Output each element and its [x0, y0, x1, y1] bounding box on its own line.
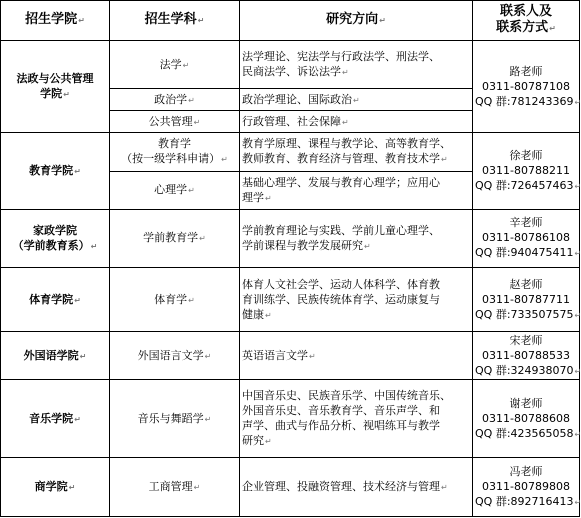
direction-cell	[240, 380, 473, 457]
contact-phone: 0311-80788211	[482, 164, 570, 177]
college-name-line: 法政与公共管理	[16, 72, 94, 86]
subject-name-line: 体育学↵	[154, 292, 195, 306]
direction-cell	[240, 267, 473, 331]
paragraph-mark-icon: ↵	[188, 295, 195, 305]
contact-name: 路老师	[509, 64, 543, 78]
contact-qq: QQ 群:892716413↵	[475, 494, 581, 508]
direction-line: 理学↵	[242, 190, 272, 204]
subject-cell	[110, 332, 240, 380]
table-row	[1, 267, 580, 331]
table-row	[1, 457, 580, 516]
direction-line: 法学理论、宪法学与行政法学、刑法学、	[242, 50, 440, 64]
subject-name-line: 音乐与舞蹈学↵	[137, 411, 212, 425]
college-cell	[1, 457, 110, 516]
header-contact: 联系人及 联系方式↵	[473, 1, 580, 41]
header-subject: 招生学科↵	[110, 1, 240, 41]
paragraph-mark-icon: ↵	[74, 167, 81, 176]
paragraph-mark-icon: ↵	[265, 193, 272, 203]
paragraph-mark-icon: ↵	[265, 310, 272, 320]
direction-line: 企业管理、投融资管理、技术经济与管理↵	[242, 479, 448, 493]
subject-name-line: （按一级学科申请）↵	[121, 152, 228, 166]
paragraph-mark-icon: ↵	[574, 310, 581, 320]
college-name-line: 体育学院↵	[29, 292, 81, 306]
direction-line: 中国音乐史、民族音乐学、中国传统音乐、	[242, 389, 451, 402]
direction-cell	[240, 89, 473, 111]
subject-cell	[110, 41, 240, 89]
paragraph-mark-icon: ↵	[63, 90, 70, 100]
direction-cell	[240, 209, 473, 267]
contact-qq: QQ 群:324938070↵	[475, 363, 581, 377]
subject-name-line: 工商管理↵	[148, 479, 201, 493]
college-cell	[1, 332, 110, 380]
paragraph-mark-icon: ↵	[68, 482, 76, 492]
subject-name-line: 法学↵	[159, 57, 190, 71]
direction-line: 学前课程与教学发展研究↵	[242, 238, 371, 252]
subject-cell	[110, 133, 240, 171]
college-name-line: 家政学院	[33, 223, 77, 237]
subject-cell	[110, 380, 240, 457]
college-cell	[1, 209, 110, 267]
subject-cell	[110, 171, 240, 209]
paragraph-mark-icon: ↵	[74, 295, 81, 305]
header-row	[1, 1, 580, 41]
subject-cell	[110, 267, 240, 331]
paragraph-mark-icon: ↵	[441, 482, 448, 492]
table-row	[1, 332, 580, 380]
direction-line: 民商法学、诉讼法学↵	[242, 65, 349, 79]
direction-cell	[240, 171, 473, 209]
contact-cell	[473, 133, 580, 209]
paragraph-mark-icon: ↵	[188, 95, 195, 105]
contact-phone: 0311-80787108	[482, 79, 570, 93]
contact-phone: 0311-80788608	[482, 411, 570, 425]
contact-phone: 0311-80786108	[482, 231, 570, 245]
subject-cell	[110, 209, 240, 267]
table-body	[1, 41, 580, 517]
paragraph-mark-icon: ↵	[188, 186, 195, 196]
paragraph-mark-icon: ↵	[364, 241, 371, 251]
contact-cell	[473, 267, 580, 331]
paragraph-mark-icon: ↵	[574, 366, 581, 376]
direction-cell	[240, 133, 473, 171]
paragraph-mark-icon: ↵	[574, 182, 581, 191]
direction-cell	[240, 457, 473, 516]
college-name-line: 外国语学院↵	[23, 348, 87, 362]
direction-line: 教育学原理、课程与教学论、高等教育学、	[242, 137, 451, 151]
direction-cell	[240, 332, 473, 380]
paragraph-mark-icon: ↵	[342, 68, 349, 78]
subject-name-line: 教育学	[158, 137, 191, 151]
direction-line: 健康↵	[242, 307, 272, 321]
contact-name: 赵老师	[509, 277, 543, 291]
contact-phone: 0311-80789808	[482, 479, 570, 493]
paragraph-mark-icon: ↵	[221, 155, 228, 165]
contact-phone: 0311-80788533	[482, 348, 570, 362]
table-row	[1, 133, 580, 171]
college-name-line: 商学院↵	[34, 479, 76, 493]
college-cell	[1, 267, 110, 331]
subject-cell	[110, 457, 240, 516]
direction-line: 外国音乐史、音乐教育学、音乐声学、和	[242, 404, 440, 417]
direction-cell	[240, 111, 473, 133]
subject-name-line: 心理学↵	[154, 183, 195, 197]
paragraph-mark-icon: ↵	[193, 117, 201, 127]
contact-cell	[473, 332, 580, 380]
paragraph-mark-icon: ↵	[441, 155, 448, 165]
contact-qq: QQ 群:781243369↵	[475, 94, 581, 108]
header-college: 招生学院↵	[1, 1, 110, 41]
college-name-line: 音乐学院↵	[29, 411, 81, 425]
paragraph-mark-icon: ↵	[79, 351, 87, 361]
paragraph-mark-icon: ↵	[309, 351, 316, 361]
contact-qq: QQ 群:733507575↵	[475, 307, 581, 321]
direction-line: 教师教育、教育经济与管理、教育技术学↵	[242, 152, 448, 166]
contact-cell	[473, 457, 580, 516]
direction-line: 体育人文社会学、运动人体科学、体育教	[242, 277, 440, 291]
contact-cell	[473, 380, 580, 457]
contact-phone: 0311-80787711	[482, 292, 570, 306]
subject-cell	[110, 111, 240, 133]
college-name-line: 教育学院↵	[29, 164, 81, 177]
paragraph-mark-icon: ↵	[204, 414, 212, 424]
college-cell	[1, 380, 110, 457]
subject-name-line: 公共管理↵	[148, 114, 201, 128]
direction-line: 英语语言文学↵	[242, 348, 316, 362]
subject-cell	[110, 89, 240, 111]
header-contact-line: 联系人及	[499, 4, 552, 19]
direction-cell	[240, 41, 473, 89]
contact-qq: QQ 群:423565058↵	[475, 426, 581, 440]
subject-name-line: 外国语言文学↵	[137, 348, 212, 362]
contact-cell	[473, 209, 580, 267]
college-name-line: 学院↵	[40, 87, 70, 101]
subject-name-line: 学前教育学↵	[143, 231, 206, 245]
subject-name-line: 政治学↵	[154, 92, 195, 106]
direction-line: 声学、曲式与作品分析、视唱练耳与教学	[242, 419, 440, 432]
direction-line: 学前教育理论与实践、学前儿童心理学、	[242, 223, 440, 237]
table-row	[1, 380, 580, 457]
paragraph-mark-icon: ↵	[204, 351, 212, 361]
table-row	[1, 41, 580, 89]
contact-name: 宋老师	[509, 333, 543, 347]
direction-line: 政治学理论、国际政治↵	[242, 92, 360, 106]
paragraph-mark-icon: ↵	[182, 60, 190, 70]
paragraph-mark-icon: ↵	[574, 249, 581, 259]
paragraph-mark-icon: ↵	[199, 234, 206, 244]
direction-line: 行政管理、社会保障↵	[242, 114, 349, 128]
contact-qq: QQ 群:726457463↵	[475, 179, 581, 192]
direction-line: 育训练学、民族传统体育学、运动康复与	[242, 292, 440, 306]
direction-line: 基础心理学、发展与教育心理学；应用心	[242, 175, 440, 189]
table-row	[1, 209, 580, 267]
contact-name: 谢老师	[509, 396, 543, 410]
header-direction: 研究方向↵	[240, 1, 473, 41]
header-contact-line: 联系方式	[496, 20, 549, 35]
contact-cell	[473, 41, 580, 133]
contact-name: 辛老师	[509, 216, 543, 230]
college-name-line: （学前教育系）↵	[12, 238, 98, 252]
paragraph-mark-icon: ↵	[574, 429, 581, 439]
paragraph-mark-icon: ↵	[574, 497, 581, 507]
paragraph-mark-icon: ↵	[74, 414, 81, 424]
direction-line: 研究↵	[242, 434, 272, 447]
college-cell	[1, 133, 110, 209]
college-cell	[1, 41, 110, 133]
contact-name: 冯老师	[509, 464, 543, 478]
paragraph-mark-icon: ↵	[193, 482, 201, 492]
paragraph-mark-icon: ↵	[342, 117, 349, 127]
paragraph-mark-icon: ↵	[90, 241, 98, 251]
contact-name: 徐老师	[509, 149, 543, 162]
paragraph-mark-icon: ↵	[265, 437, 272, 446]
contact-qq: QQ 群:940475411↵	[475, 246, 581, 260]
paragraph-mark-icon: ↵	[574, 97, 581, 107]
paragraph-mark-icon: ↵	[353, 95, 360, 105]
